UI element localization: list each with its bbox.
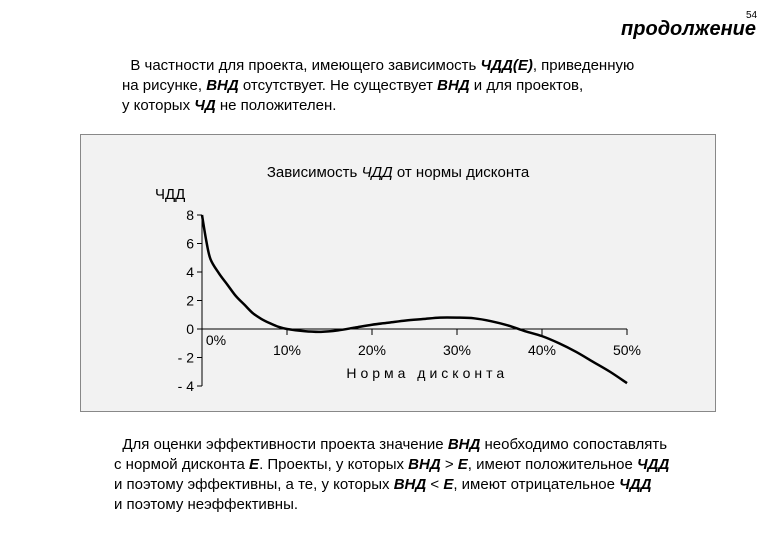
text-run: Для оценки эффективности проекта значение — [114, 436, 448, 453]
text-run: у которых — [122, 97, 195, 114]
emphasis-run: ВНД — [206, 77, 239, 94]
x-tick-label: 20% — [357, 342, 387, 358]
text-run: и поэтому эффективны, а те, у которых — [114, 476, 394, 493]
chart-title-part: Зависимость — [266, 164, 362, 181]
y-axis-label: ЧДД — [155, 186, 186, 203]
emphasis-run: ЧДД — [619, 476, 652, 493]
y-tick-label: 4 — [186, 264, 194, 280]
chart-panel — [80, 134, 716, 412]
page-number: 54 — [746, 10, 758, 21]
text-line — [114, 435, 669, 455]
x-tick-label: 30% — [442, 342, 472, 358]
y-tick-label: - 4 — [177, 378, 194, 394]
text-run: не положителен. — [215, 97, 337, 114]
emphasis-run: Е — [443, 476, 454, 493]
header-continuation: продолжение — [621, 18, 756, 40]
x-tick-label: 40% — [527, 342, 557, 358]
text-line — [114, 495, 669, 515]
npv-curve — [202, 215, 627, 383]
npv-chart — [81, 135, 715, 411]
y-tick-label: 0 — [186, 321, 194, 337]
paragraph-intro — [122, 56, 634, 116]
text-run: . Проекты, у которых — [259, 456, 409, 473]
text-run: и для проектов, — [469, 77, 584, 94]
text-run: с нормой дисконта — [114, 456, 250, 473]
y-tick-label: 6 — [186, 235, 194, 252]
emphasis-run: Е — [457, 456, 468, 473]
text-line — [122, 56, 634, 76]
text-run: , приведенную — [532, 57, 635, 74]
text-line — [114, 475, 669, 495]
text-run: и поэтому неэффективны. — [114, 496, 299, 513]
text-run: , имеют положительное — [467, 456, 638, 473]
text-run: , имеют отрицательное — [453, 476, 620, 493]
emphasis-run: ВНД — [393, 476, 427, 493]
chart-title-part: от нормы дисконта — [392, 164, 530, 181]
text-run: > — [440, 456, 458, 473]
emphasis-run: ЧДД — [637, 456, 670, 473]
text-run: необходимо сопоставлять — [480, 436, 668, 453]
emphasis-run: ЧД — [194, 97, 216, 114]
text-run: на рисунке, — [122, 77, 207, 94]
x-tick-label: 0% — [205, 332, 227, 348]
text-run: < — [426, 476, 444, 493]
y-tick-label: 8 — [186, 207, 194, 223]
x-tick-label: 50% — [612, 342, 642, 358]
text-run: В частности для проекта, имеющего зависимость — [122, 57, 481, 74]
text-run: отсутствует. Не существует — [238, 77, 438, 94]
y-tick-label: 2 — [186, 292, 194, 309]
x-tick-label: 10% — [272, 342, 302, 358]
text-line — [122, 76, 634, 96]
emphasis-run: ЧДД(Е) — [480, 57, 533, 74]
x-axis-label: Норма дисконта — [346, 365, 509, 381]
text-line — [114, 455, 669, 475]
chart-title-part: ЧДД — [361, 164, 393, 181]
text-line — [122, 96, 634, 116]
emphasis-run: Е — [249, 456, 260, 473]
emphasis-run: ВНД — [447, 436, 481, 453]
chart-title — [267, 164, 530, 181]
paragraph-conclusion — [114, 435, 669, 515]
y-tick-label: - 2 — [177, 349, 194, 366]
emphasis-run: ВНД — [437, 77, 470, 94]
emphasis-run: ВНД — [408, 456, 441, 473]
